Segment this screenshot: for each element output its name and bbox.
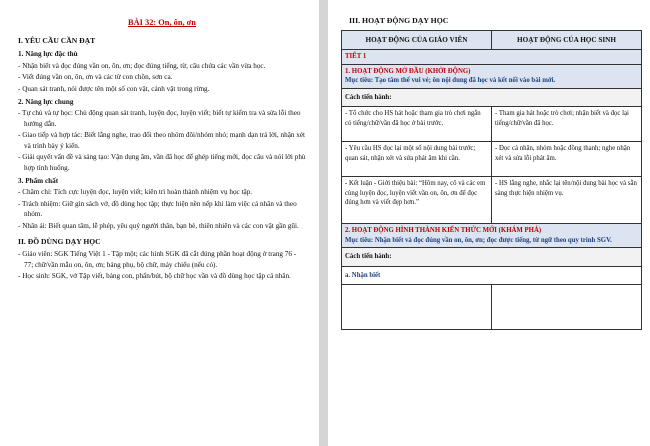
- activity1-title: 1. HOẠT ĐỘNG MỞ ĐẦU (KHỞI ĐỘNG): [345, 67, 471, 75]
- section-materials-heading: II. ĐỒ DÙNG DẠY HỌC: [18, 237, 101, 247]
- activity1-goal: Mục tiêu: Tạo tâm thế vui vẻ; ôn nội dung đã học và kết nối vào bài mới.: [345, 77, 556, 85]
- student-cell: - HS lắng nghe, nhắc lại tên/nội dung bài học và sẵn sàng thực hiện nhiệm vụ.: [492, 177, 642, 224]
- list-item: - Nhận biết và đọc đúng vần on, ôn, ơn; đọc đúng tiếng, từ, câu chứa các vần vừa học.: [18, 61, 266, 70]
- student-column-header: HOẠT ĐỘNG CỦA HỌC SINH: [492, 31, 642, 50]
- right-content: [341, 12, 642, 330]
- list-item: - Chăm chỉ: Tích cực luyện đọc, luyện viết; kiên trì hoàn thành nhiệm vụ học tập.: [18, 188, 253, 197]
- list-item: - Học sinh: SGK, vở Tập viết, bảng con, phấn/bút, bộ chữ học vần và đồ dùng học tập cá nhân.: [18, 272, 291, 281]
- activity2-title: 2. HOẠT ĐỘNG HÌNH THÀNH KIẾN THỨC MỚI (KHÁM PHÁ): [345, 227, 542, 235]
- list-item: - Trách nhiệm: Giữ gìn sách vở, đồ dùng học tập; thực hiện nền nếp khi làm việc cá nhân và theo nhóm.: [18, 199, 297, 219]
- teacher-cell: - Yêu cầu HS đọc lại một số nội dung bài trước; quan sát, nhận xét và sửa phát âm khi cần.: [342, 142, 492, 177]
- list-item: - Nhân ái: Biết quan tâm, lễ phép, yêu quý người thân, bạn bè, thiên nhiên và các con vật gần gũi.: [18, 221, 299, 230]
- activity2-band: [342, 224, 642, 248]
- table-row: [342, 248, 642, 267]
- lesson-title: BÀI 32: On, ôn, ơn: [128, 18, 196, 27]
- list-item: - Giải quyết vấn đề và sáng tạo: Vận dụng âm, vần đã học để ghép tiếng mới, đọc câu và nói lời phù hợp tình huống.: [18, 153, 306, 172]
- teacher-cell: - Tổ chức cho HS hát hoặc tham gia trò chơi ngắn có tiếng/chữ/vần đã học ở bài trước.: [342, 107, 492, 142]
- list-item: - Giao tiếp và hợp tác: Biết lắng nghe, trao đổi theo nhóm đôi/nhóm nhỏ; mạnh dạn trả lời, nhận xét và trình bày ý kiến.: [18, 131, 306, 150]
- activities-table: [341, 30, 642, 330]
- list-item: - Quan sát tranh, nói được tên một số con vật, cảnh vật trong rừng.: [18, 84, 210, 93]
- period-label: TIẾT 1: [342, 50, 642, 65]
- left-page: [0, 0, 319, 446]
- student-cell: - Đọc cá nhân, nhóm hoặc đồng thanh; nghe nhận xét và sửa lỗi phát âm.: [492, 142, 642, 177]
- table-header-row: [342, 31, 642, 50]
- general-competency-heading: 2. Năng lực chung: [18, 97, 74, 106]
- section-activities-heading: III. HOẠT ĐỘNG DẠY HỌC: [349, 16, 449, 25]
- table-row: [342, 64, 642, 88]
- table-row: [342, 142, 642, 177]
- left-content: [18, 14, 306, 283]
- table-row: [342, 224, 642, 248]
- table-row: [342, 88, 642, 107]
- table-row: [342, 266, 642, 285]
- section-requirements-heading: I. YÊU CẦU CẦN ĐẠT: [18, 36, 96, 46]
- table-row: [342, 107, 642, 142]
- teacher-column-header: HOẠT ĐỘNG CỦA GIÁO VIÊN: [342, 31, 492, 50]
- qualities-heading: 3. Phẩm chất: [18, 177, 59, 185]
- procedure-label: Cách tiến hành:: [342, 88, 642, 107]
- list-item: - Tự chủ và tự học: Chủ động quan sát tranh, luyện đọc, luyện viết; biết tự kiểm tra và sửa lỗi theo hướng dẫn.: [18, 109, 301, 128]
- activity2-goal: Mục tiêu: Nhận biết và đọc đúng vần on, ôn, ơn; đọc được tiếng, từ ngữ theo quy trình SGV.: [345, 236, 612, 244]
- subsection-recognition: a. Nhận biết: [342, 266, 642, 285]
- student-cell: - Tham gia hát hoặc trò chơi; nhận biết và đọc lại tiếng/chữ/vần đã học.: [492, 107, 642, 142]
- student-cell: [492, 285, 642, 330]
- right-page: [328, 0, 650, 446]
- activity1-band: [342, 64, 642, 88]
- list-item: - Viết đúng vần on, ôn, ơn và các từ con chồn, sơn ca.: [18, 73, 173, 82]
- list-item: - Giáo viên: SGK Tiếng Việt 1 - Tập một; các hình SGK đã cắt đúng phần hoạt động ở trang 76 - 77; chữ/vần mẫu on, ôn, ơn; bảng phụ, bộ chữ, máy chiếu (nếu có).: [18, 250, 297, 269]
- table-row: [342, 177, 642, 224]
- specific-competency-heading: 1. Năng lực đặc thù: [18, 50, 78, 59]
- teacher-cell: - Kết luận - Giới thiệu bài: “Hôm nay, cô và các em cùng luyện đọc, luyện viết vần on, ôn, ơn để đọc đúng hơn và viết đẹp hơn.”: [342, 177, 492, 224]
- teacher-cell: [342, 285, 492, 330]
- table-row: [342, 50, 642, 65]
- table-row: [342, 285, 642, 330]
- procedure-label: Cách tiến hành:: [342, 248, 642, 267]
